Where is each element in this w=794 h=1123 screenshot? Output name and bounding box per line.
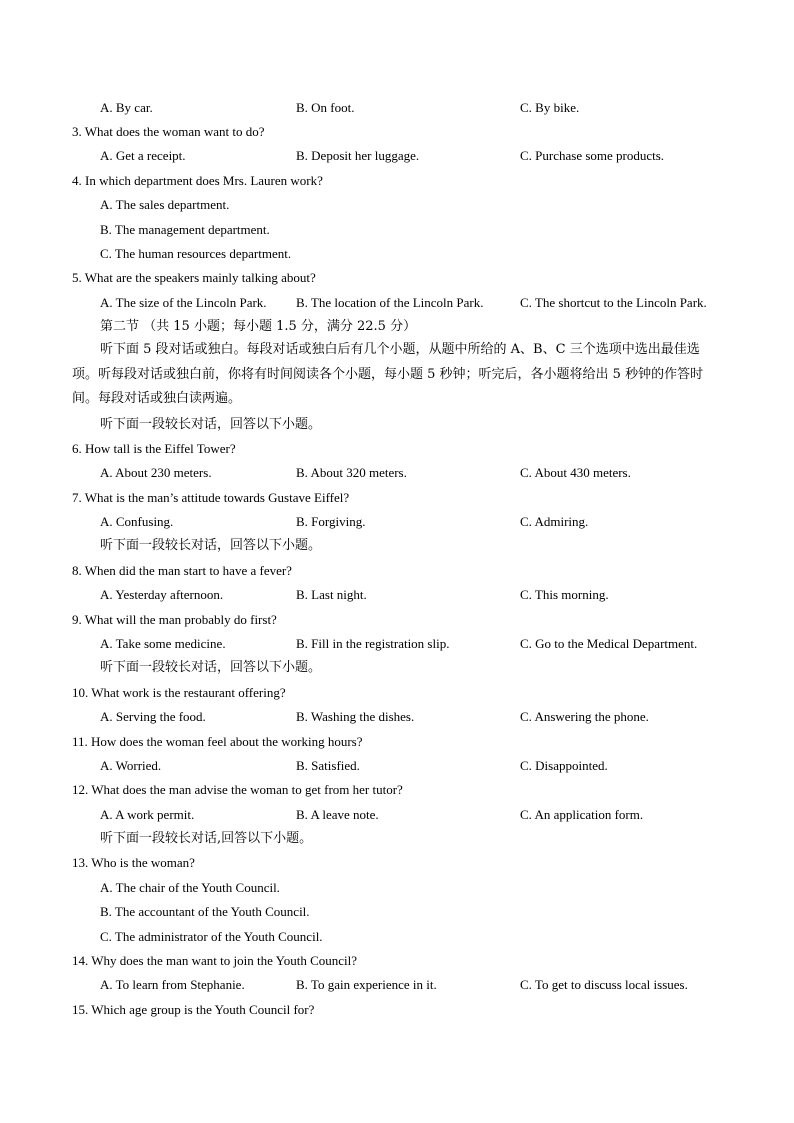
q3-option-b: B. Deposit her luggage. bbox=[296, 148, 420, 163]
dialog-intro-4: 听下面一段较长对话,回答以下小题。 bbox=[100, 831, 313, 846]
q2-option-a: A. By car. bbox=[100, 100, 153, 115]
q10-option-a: A. Serving the food. bbox=[100, 709, 206, 724]
q15-question: 15. Which age group is the Youth Council for? bbox=[72, 1002, 315, 1017]
q8-option-b: B. Last night. bbox=[296, 587, 367, 602]
q4-option-b: B. The management department. bbox=[100, 222, 270, 237]
q12-question: 12. What does the man advise the woman to get from her tutor? bbox=[72, 782, 403, 797]
q12-option-c: C. An application form. bbox=[520, 807, 644, 822]
section2-instructions: 听下面 5 段对话或独白。每段对话或独白后有几个小题，从题中所给的 A、B、C 三个选项中选出最佳选项。听每段对话或独白前，你将有时间阅读各个小题，每小题 5 秒钟；听完后，各小题将给出 5 秒钟的作答时间。每段对话或独白读两遍。 bbox=[72, 342, 704, 406]
q13-option-b: B. The accountant of the Youth Council. bbox=[100, 904, 310, 919]
dialog-intro-2: 听下面一段较长对话，回答以下小题。 bbox=[100, 538, 322, 553]
q7-question: 7. What is the man’s attitude towards Gustave Eiffel? bbox=[72, 490, 350, 505]
q11-option-c: C. Disappointed. bbox=[520, 758, 608, 773]
q12-option-b: B. A leave note. bbox=[296, 807, 379, 822]
q5-option-b: B. The location of the Lincoln Park. bbox=[296, 295, 484, 310]
q7-option-b: B. Forgiving. bbox=[296, 514, 366, 529]
q13-question: 13. Who is the woman? bbox=[72, 855, 195, 870]
q14-question: 14. Why does the man want to join the Youth Council? bbox=[72, 953, 358, 968]
q8-option-c: C. This morning. bbox=[520, 587, 609, 602]
q6-option-b: B. About 320 meters. bbox=[296, 465, 407, 480]
q9-option-a: A. Take some medicine. bbox=[100, 636, 226, 651]
q7-option-c: C. Admiring. bbox=[520, 514, 589, 529]
q8-question: 8. When did the man start to have a fever? bbox=[72, 563, 292, 578]
q4-question: 4. In which department does Mrs. Lauren work? bbox=[72, 173, 323, 188]
q2-option-c: C. By bike. bbox=[520, 100, 580, 115]
q14-option-c: C. To get to discuss local issues. bbox=[520, 977, 688, 992]
q13-option-c: C. The administrator of the Youth Council. bbox=[100, 929, 323, 944]
q9-option-c: C. Go to the Medical Department. bbox=[520, 636, 698, 651]
q9-question: 9. What will the man probably do first? bbox=[72, 612, 277, 627]
q7-option-a: A. Confusing. bbox=[100, 514, 174, 529]
q4-option-a: A. The sales department. bbox=[100, 197, 230, 212]
dialog-intro-3: 听下面一段较长对话，回答以下小题。 bbox=[100, 660, 322, 675]
dialog-intro-1: 听下面一段较长对话，回答以下小题。 bbox=[100, 417, 322, 432]
q5-option-c: C. The shortcut to the Lincoln Park. bbox=[520, 295, 707, 310]
section2-title: 第二节 （共 15 小题；每小题 1.5 分，满分 22.5 分） bbox=[100, 319, 417, 334]
q11-option-a: A. Worried. bbox=[100, 758, 162, 773]
q14-option-a: A. To learn from Stephanie. bbox=[100, 977, 245, 992]
q4-option-c: C. The human resources department. bbox=[100, 246, 292, 261]
q3-question: 3. What does the woman want to do? bbox=[72, 124, 265, 139]
q5-question: 5. What are the speakers mainly talking about? bbox=[72, 270, 316, 285]
q6-option-a: A. About 230 meters. bbox=[100, 465, 212, 480]
q9-option-b: B. Fill in the registration slip. bbox=[296, 636, 450, 651]
q3-option-c: C. Purchase some products. bbox=[520, 148, 665, 163]
q10-option-c: C. Answering the phone. bbox=[520, 709, 649, 724]
q2-option-b: B. On foot. bbox=[296, 100, 355, 115]
q10-option-b: B. Washing the dishes. bbox=[296, 709, 415, 724]
q13-option-a: A. The chair of the Youth Council. bbox=[100, 880, 280, 895]
q6-question: 6. How tall is the Eiffel Tower? bbox=[72, 441, 236, 456]
q12-option-a: A. A work permit. bbox=[100, 807, 195, 822]
q8-option-a: A. Yesterday afternoon. bbox=[100, 587, 224, 602]
q3-option-a: A. Get a receipt. bbox=[100, 148, 186, 163]
q5-option-a: A. The size of the Lincoln Park. bbox=[100, 295, 267, 310]
q6-option-c: C. About 430 meters. bbox=[520, 465, 631, 480]
q10-question: 10. What work is the restaurant offering? bbox=[72, 685, 286, 700]
q11-question: 11. How does the woman feel about the working hours? bbox=[72, 734, 363, 749]
q14-option-b: B. To gain experience in it. bbox=[296, 977, 437, 992]
q11-option-b: B. Satisfied. bbox=[296, 758, 360, 773]
